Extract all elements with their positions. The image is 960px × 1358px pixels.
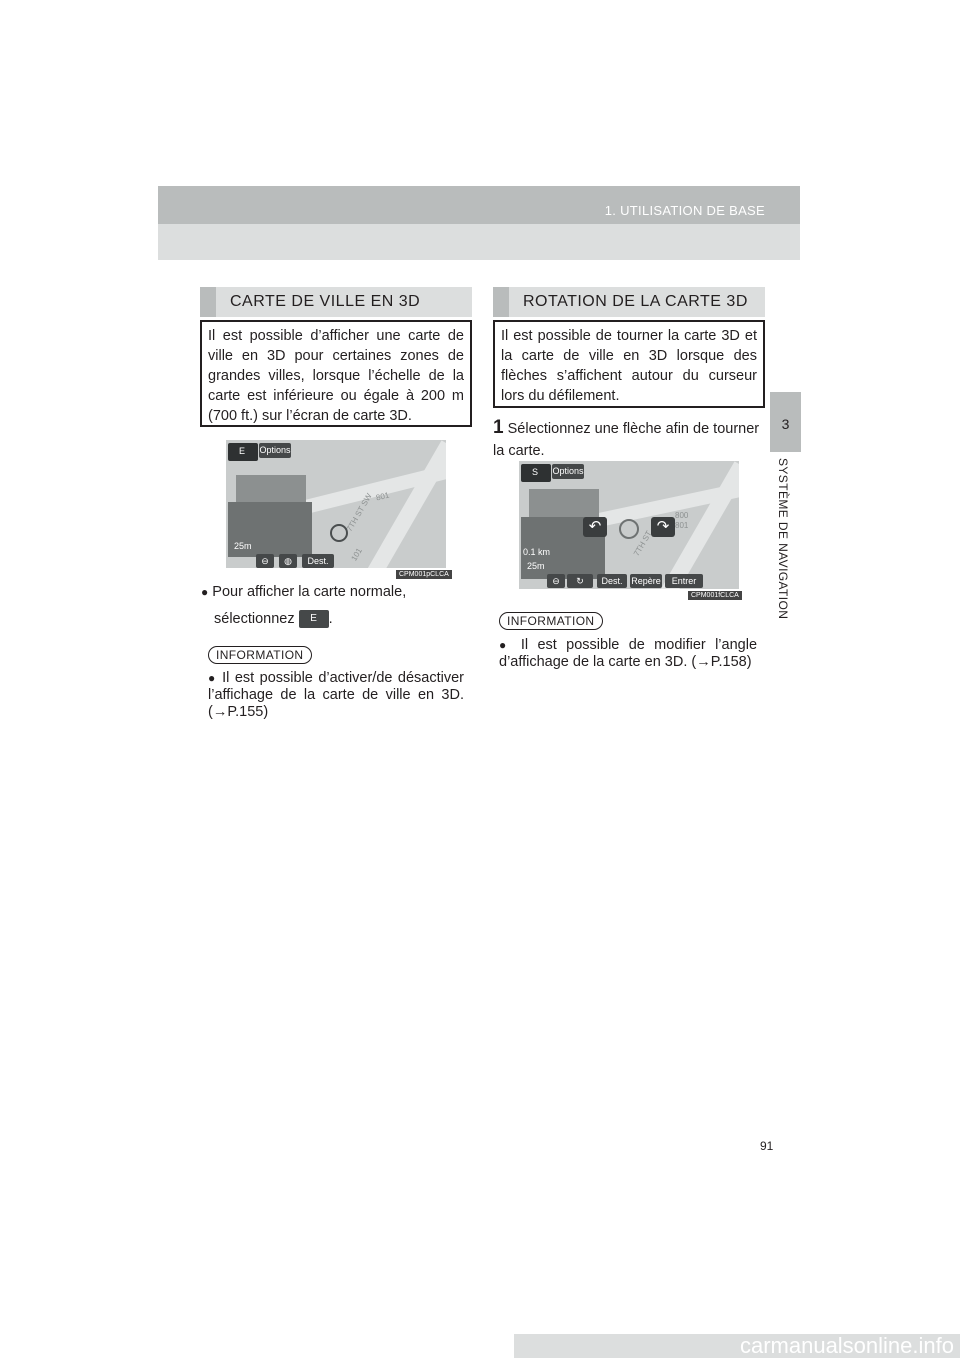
right-intro-box — [493, 320, 765, 408]
watermark: carmanualsonline.info — [514, 1334, 960, 1358]
section-marker — [493, 287, 509, 317]
house-number-lower: 101 — [349, 546, 364, 563]
step-1 — [493, 417, 765, 462]
left-intro-box — [200, 320, 472, 427]
left-information-text: Il est possible d’activer/de désactiver l’affichage de la carte de ville en 3D. (→P.155) — [208, 670, 465, 720]
bullet-icon: ● — [208, 671, 217, 685]
bullet-icon: ● — [499, 638, 512, 652]
rotate-heading-button[interactable]: ↻ — [567, 574, 593, 588]
map-view-button[interactable] — [228, 443, 258, 461]
right-section-title: ROTATION DE LA CARTE 3D — [523, 293, 748, 310]
right-image-caption: CPM001fCLCA — [688, 591, 742, 600]
map-view-inline-icon — [299, 610, 329, 628]
chapter-tab — [770, 392, 801, 452]
street-name: 7TH ST — [631, 529, 654, 558]
left-bullet-paragraph — [201, 581, 473, 603]
map-building-roof — [236, 475, 306, 505]
street-name: 7TH ST SW — [344, 491, 374, 534]
chapter-title: 1. UTILISATION DE BASE — [604, 203, 765, 218]
section-marker — [200, 287, 216, 317]
map-cursor-icon — [330, 524, 348, 542]
right-information-text: Il est possible de modifier l’angle d’affichage de la carte en 3D. (→P.158) — [499, 637, 758, 670]
left-section-title: CARTE DE VILLE EN 3D — [230, 293, 421, 310]
house-number: 800 — [675, 511, 689, 520]
bullet-text-end: . — [328, 611, 333, 627]
step-text: Sélectionnez une flèche afin de tourner la carte. — [493, 421, 760, 459]
header-subband — [158, 224, 800, 260]
house-number: 801 — [375, 490, 391, 503]
left-information-label: INFORMATION — [208, 646, 312, 664]
left-map-screenshot — [226, 440, 446, 568]
map-view-button[interactable] — [521, 464, 551, 482]
bullet-text: Pour afficher la carte normale, — [212, 584, 407, 600]
bullet-text-continued: sélectionnez — [214, 611, 295, 627]
distance-readout: 0.1 km — [523, 547, 551, 557]
right-section-header — [493, 287, 765, 317]
left-image-caption: CPM001pCLCA — [396, 570, 452, 579]
options-button[interactable]: Options — [552, 464, 584, 479]
inline-icon-label: E — [310, 613, 317, 625]
entrer-button[interactable]: Entrer — [665, 574, 703, 588]
heading-button[interactable]: ◍ — [279, 554, 297, 568]
left-bullet-continuation — [214, 608, 474, 630]
right-map-screenshot — [519, 461, 739, 589]
chapter-tab-number: 3 — [781, 416, 790, 432]
dest-button[interactable]: Dest. — [302, 554, 334, 568]
left-section-header — [200, 287, 472, 317]
page-number: 91 — [760, 1139, 774, 1153]
map-view-label: S — [532, 467, 539, 477]
options-button[interactable]: Options — [259, 443, 291, 458]
right-intro-text: Il est possible de tourner la carte 3D et la carte de ville en 3D lorsque des flèches s’affichent autour du curseur lors du défilement. — [501, 328, 757, 404]
left-intro-text: Il est possible d’afficher une carte de ville en 3D pour certaines zones de grandes villes, lorsque l’échelle de la carte est inférieure ou égale à 200 m (700 ft.) sur l’écran de carte 3D. — [208, 328, 464, 424]
map-scale: 25m — [234, 541, 252, 551]
map-road — [357, 440, 446, 568]
dest-button[interactable]: Dest. — [597, 574, 627, 588]
zoom-out-button[interactable]: ⊖ — [256, 554, 274, 568]
step-number: 1 — [493, 417, 504, 438]
right-information-note — [499, 637, 757, 671]
crosshair-cursor-icon — [619, 519, 639, 539]
bullet-icon: ● — [201, 585, 209, 599]
map-scale: 25m — [527, 561, 545, 571]
zoom-out-button[interactable]: ⊖ — [547, 574, 565, 588]
right-information-label: INFORMATION — [499, 612, 603, 630]
repere-button[interactable]: Repère — [631, 576, 661, 586]
map-building-roof — [529, 489, 599, 519]
rotate-right-arrow[interactable]: ↷ — [651, 517, 675, 537]
left-information-note — [208, 670, 464, 721]
side-section-title-text: SYSTÈME DE NAVIGATION — [776, 458, 790, 620]
map-view-label: E — [239, 446, 246, 456]
rotate-left-arrow[interactable]: ↶ — [583, 517, 607, 537]
house-number-lower: 801 — [675, 521, 689, 530]
